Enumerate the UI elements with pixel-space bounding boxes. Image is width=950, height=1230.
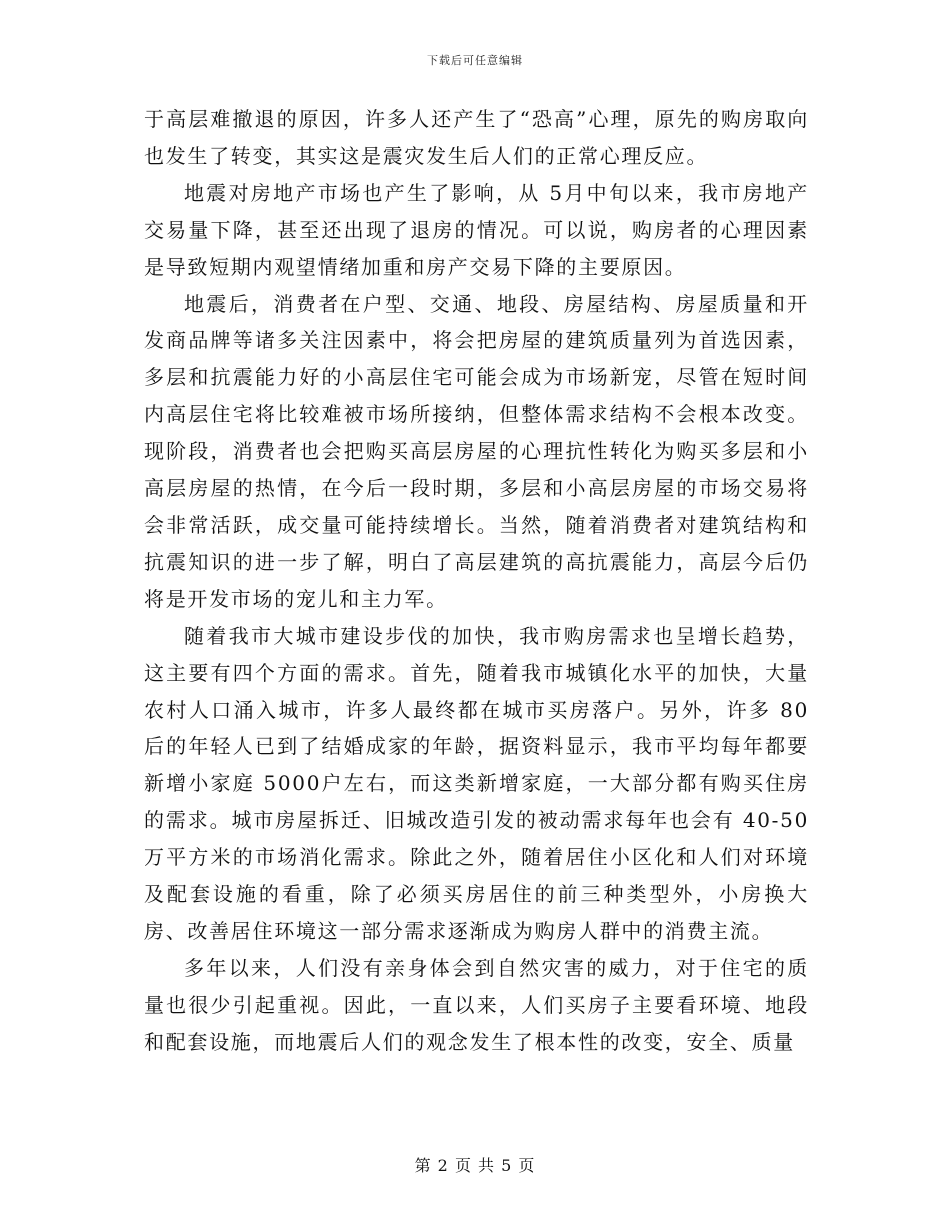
paragraph-market-impact: 地震对房地产市场也产生了影响，从 5月中旬以来，我市房地产交易量下降，甚至还出现了退房的情况。可以说，购房者的心理因素是导致短期内观望情绪加重和房产交易下降的主要原因。 [144,180,809,279]
page-header: 下载后可任意编辑 [427,54,523,67]
paragraph-consumer-preferences: 地震后，消费者在户型、交通、地段、房屋结构、房屋质量和开发商品牌等诸多关注因素中，将会把房屋的建筑质量列为首选因素，多层和抗震能力好的小高层住宅可能会成为市场新宠，尽管在短时间内高层住宅将比较难被市场所接纳，但整体需求结构不会根本改变。现阶段，消费者也会把购买高层房屋的心理抗性转化为购买多层和小高层房屋的热情，在今后一段时期，多层和小高层房屋的市场交易将会非常活跃，成交量可能持续增长。当然，随着消费者对建筑结构和抗震知识的进一步了解，明白了高层建筑的高抗震能力，高层今后仍将是开发市场的宠儿和主力军。 [144,291,809,611]
page-number: 第 2 页 共 5 页 [414,1156,536,1175]
document-body [144,101,809,1061]
paragraph-housing-demand: 随着我市大城市建设步伐的加快，我市购房需求也呈增长趋势，这主要有四个方面的需求。首先，随着我市城镇化水平的加快，大量农村人口涌入城市，许多人最终都在城市买房落户。另外，许多 80后的年轻人已到了结婚成家的年龄，据资料显示，我市平均每年都要新增小家庭 5000户左右，而这类新增家庭，一大部分都有购买住房的需求。城市房屋拆迁、旧城改造引发的被动需求每年也会有 40-50万平方米的市场消化需求。除此之外，随着居住小区化和人们对环境及配套设施的看重，除了必须买房居住的前三种类型外，小房换大房、改善居住环境这一部分需求逐渐成为购房人群中的消费主流。 [144,623,809,943]
paragraph-quality-awareness: 多年以来，人们没有亲身体会到自然灾害的威力，对于住宅的质量也很少引起重视。因此，一直以来，人们买房子主要看环境、地段和配套设施，而地震后人们的观念发生了根本性的改变，安全、质量 [144,955,809,1054]
paragraph-continuation: 于高层难撤退的原因，许多人还产生了“恐高”心理，原先的购房取向也发生了转变，其实这是震灾发生后人们的正常心理反应。 [144,107,809,168]
